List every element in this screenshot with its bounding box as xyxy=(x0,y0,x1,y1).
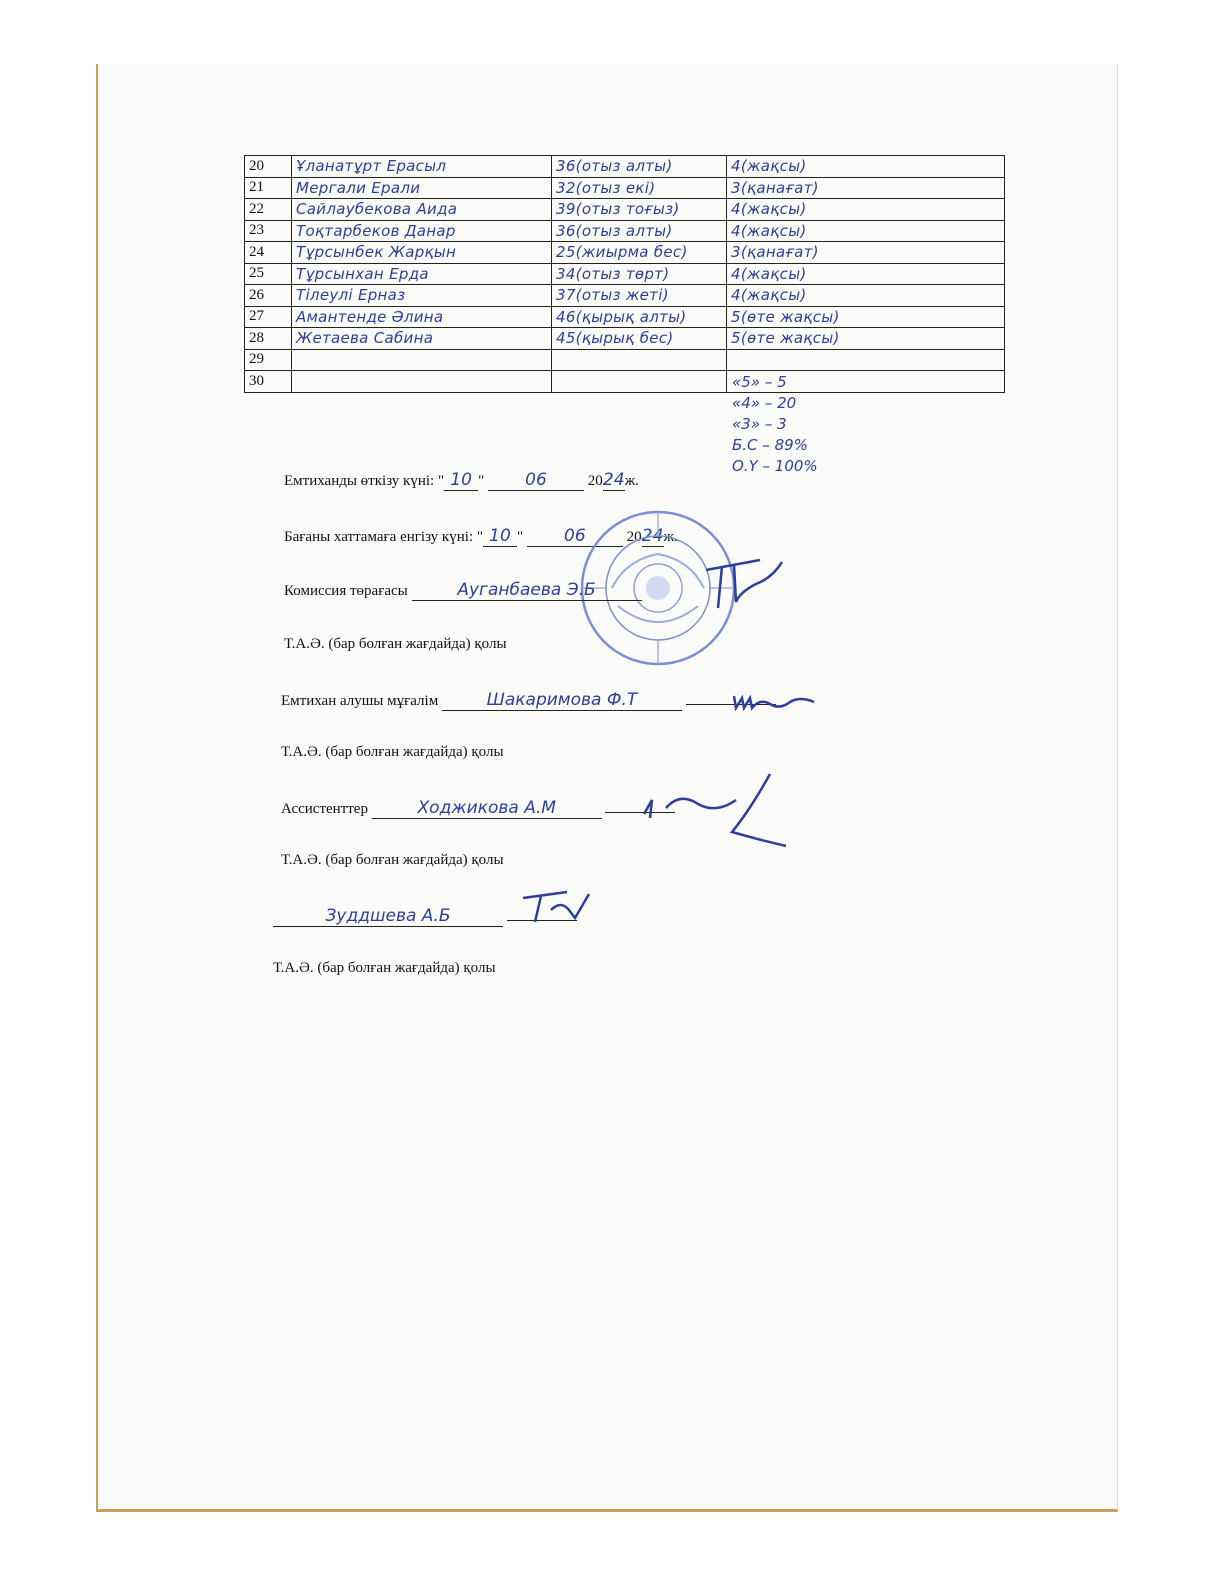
exam-date-year-prefix: 20 xyxy=(587,473,603,489)
student-points: 37(отыз жеті) xyxy=(552,285,727,307)
table-row xyxy=(245,371,1005,393)
entry-date-day: 10 xyxy=(483,526,517,547)
student-points: 25(жиырма бес) xyxy=(552,242,727,264)
student-grade: 4(жақсы) xyxy=(727,156,1005,178)
student-grade xyxy=(727,349,1005,371)
fio-label: Т.А.Ә. (бар болған жағдайда) қолы xyxy=(284,636,507,652)
teacher-line xyxy=(281,690,776,711)
student-name xyxy=(292,349,552,371)
fio-label: Т.А.Ә. (бар болған жағдайда) қолы xyxy=(273,960,496,976)
student-grade: 3(қанағат) xyxy=(727,242,1005,264)
quote-mark: " xyxy=(516,529,524,545)
student-grade: 5(өте жақсы) xyxy=(727,328,1005,350)
grade-statistics xyxy=(732,372,818,477)
table-row xyxy=(245,285,1005,307)
row-number: 22 xyxy=(245,199,292,221)
student-name: Сайлаубекова Аида xyxy=(292,199,552,221)
table-row xyxy=(245,306,1005,328)
teacher-label: Емтихан алушы мұғалім xyxy=(281,693,439,709)
student-name xyxy=(292,371,552,393)
quote-mark: " xyxy=(478,473,485,489)
row-number: 24 xyxy=(245,242,292,264)
student-points: 32(отыз екі) xyxy=(552,177,727,199)
row-number: 30 xyxy=(245,371,292,393)
chair-signature xyxy=(700,552,790,612)
entry-date-month: 06 xyxy=(527,526,623,547)
student-points: 34(отыз төрт) xyxy=(552,263,727,285)
table-row xyxy=(245,220,1005,242)
table-row xyxy=(245,263,1005,285)
entry-date-year-suffix: 24 xyxy=(641,526,664,546)
assistant-signature-1 xyxy=(640,770,790,850)
exam-date-year-suffix: 24 xyxy=(602,470,625,490)
row-number: 20 xyxy=(245,156,292,178)
student-grade: 4(жақсы) xyxy=(727,285,1005,307)
table-row xyxy=(245,349,1005,371)
exam-date-line xyxy=(284,470,639,491)
stat-line: «3» – 3 xyxy=(732,415,787,433)
assistant-name-2: Зуддшева А.Б xyxy=(273,906,503,927)
stat-line: Б.С – 89% xyxy=(732,436,808,454)
student-points: 45(қырық бес) xyxy=(552,328,727,350)
entry-date-year-prefix: 20 xyxy=(626,529,642,545)
exam-date-day: 10 xyxy=(444,470,478,491)
assistant-line xyxy=(281,798,675,819)
table-row xyxy=(245,328,1005,350)
row-number: 21 xyxy=(245,177,292,199)
row-number: 25 xyxy=(245,263,292,285)
row-number: 29 xyxy=(245,349,292,371)
stat-line: «4» – 20 xyxy=(732,394,797,412)
student-name: Ұланатұрт Ерасыл xyxy=(292,156,552,178)
results-table xyxy=(244,155,1005,393)
student-name: Тұрсынхан Ерда xyxy=(292,263,552,285)
assistants-label: Ассистенттер xyxy=(281,801,368,817)
student-name: Амантенде Әлина xyxy=(292,306,552,328)
exam-date-month: 06 xyxy=(488,470,584,491)
row-number: 23 xyxy=(245,220,292,242)
assistant-name-1: Ходжикова А.М xyxy=(372,798,602,819)
table-row xyxy=(245,177,1005,199)
student-points: 36(отыз алты) xyxy=(552,220,727,242)
student-grade: 5(өте жақсы) xyxy=(727,306,1005,328)
assistant-signature-2 xyxy=(515,888,595,928)
student-points: 36(отыз алты) xyxy=(552,156,727,178)
table-row xyxy=(245,242,1005,264)
student-points xyxy=(552,349,727,371)
student-name: Мергали Ерали xyxy=(292,177,552,199)
teacher-signature xyxy=(730,690,820,716)
exam-date-label: Емтиханды өткізу күні: " xyxy=(284,473,445,489)
exam-date-end: ж. xyxy=(624,473,639,489)
chair-line xyxy=(284,580,642,601)
entry-date-label: Бағаны хаттамаға енгізу күні: " xyxy=(284,529,483,545)
student-name: Тоқтарбеков Данар xyxy=(292,220,552,242)
stat-line: «5» – 5 xyxy=(732,373,787,391)
row-number: 26 xyxy=(245,285,292,307)
table-row xyxy=(245,156,1005,178)
chair-name: Ауганбаева Э.Б xyxy=(412,580,642,601)
row-number: 28 xyxy=(245,328,292,350)
entry-date-end: ж. xyxy=(663,529,678,545)
student-grade: 4(жақсы) xyxy=(727,199,1005,221)
student-name: Тұрсынбек Жарқын xyxy=(292,242,552,264)
student-points xyxy=(552,371,727,393)
chair-label: Комиссия төрағасы xyxy=(284,583,408,599)
student-points: 46(қырық алты) xyxy=(552,306,727,328)
table-row xyxy=(245,199,1005,221)
teacher-name: Шакаримова Ф.Т xyxy=(442,690,682,711)
student-grade: 4(жақсы) xyxy=(727,263,1005,285)
student-points: 39(отыз тоғыз) xyxy=(552,199,727,221)
student-name: Тілеулі Ерназ xyxy=(292,285,552,307)
student-grade: 4(жақсы) xyxy=(727,220,1005,242)
student-grade: 3(қанағат) xyxy=(727,177,1005,199)
row-number: 27 xyxy=(245,306,292,328)
stat-line: О.Ү – 100% xyxy=(732,457,818,475)
student-name: Жетаева Сабина xyxy=(292,328,552,350)
fio-label: Т.А.Ә. (бар болған жағдайда) қолы xyxy=(281,744,504,760)
fio-label: Т.А.Ә. (бар болған жағдайда) қолы xyxy=(281,852,504,868)
